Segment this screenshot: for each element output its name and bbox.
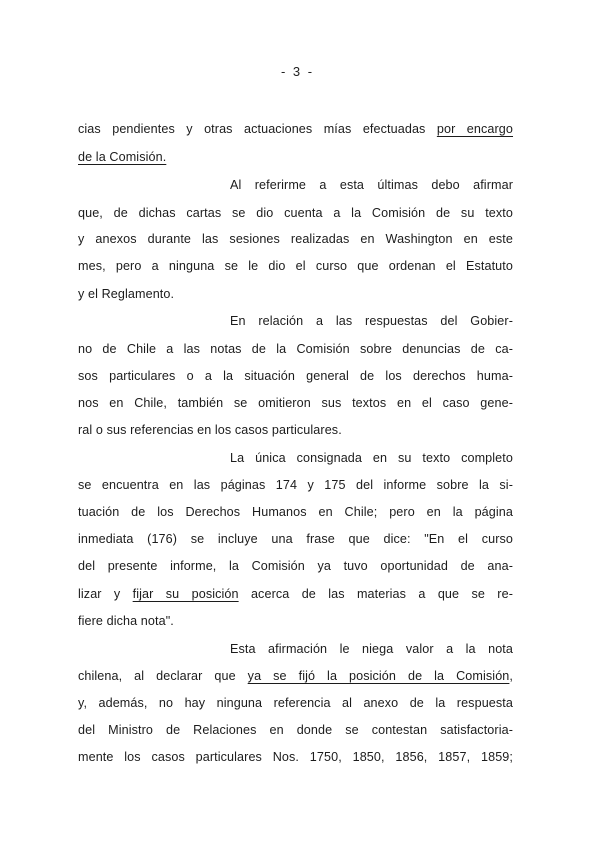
text-line-8: En relación a las respuestas del Gobier-	[230, 314, 513, 328]
text-line-17: del presente informe, la Comisión ya tuvo oportunidad de ana-	[78, 559, 513, 573]
text-line-9: no de Chile a las notas de la Comisión sobre denuncias de ca-	[78, 342, 513, 356]
text-line-11: nos en Chile, también se omitieron sus textos en el caso gene-	[78, 396, 513, 410]
text-line-4: que, de dichas cartas se dio cuenta a la Comisión de su texto	[78, 206, 513, 220]
text-line-1: cias pendientes y otras actuaciones mías efectuadas por encargo	[78, 122, 514, 136]
text-line-16: inmediata (176) se incluye una frase que dice: "En el curso	[78, 532, 513, 546]
text-line-3: Al referirme a esta últimas debo afirmar	[230, 178, 513, 192]
text-line-19: fiere dicha nota".	[78, 614, 174, 628]
text-line-21: chilena, al declarar que ya se fijó la posición de la Comisión,	[78, 669, 514, 683]
text-line-14: se encuentra en las páginas 174 y 175 del informe sobre la si-	[78, 478, 513, 492]
text-line-12: ral o sus referencias en los casos particulares.	[78, 423, 342, 437]
underlined-phrase: de la Comisión.	[78, 150, 167, 164]
text-line-5: y anexos durante las sesiones realizadas en Washington en este	[78, 232, 513, 246]
text-line-22: y, además, no hay ninguna referencia al anexo de la respuesta	[78, 696, 513, 710]
underlined-phrase: fijar su posición	[132, 587, 239, 601]
text-line-2	[78, 150, 513, 164]
text-line-13: La única consignada en su texto completo	[230, 451, 513, 465]
text-line-7: y el Reglamento.	[78, 287, 175, 301]
text-line-10: sos particulares o a la situación general de los derechos huma-	[78, 369, 513, 383]
page-number: - 3 -	[280, 64, 315, 79]
text-line-24: mente los casos particulares Nos. 1750, 1850, 1856, 1857, 1859;	[78, 750, 513, 764]
underlined-phrase: por encargo	[436, 122, 514, 136]
text-line-18: lizar y fijar su posición acerca de las materias a que se re-	[78, 587, 513, 601]
text-line-20: Esta afirmación le niega valor a la nota	[230, 642, 513, 656]
text-line-6: mes, pero a ninguna se le dio el curso que ordenan el Estatuto	[78, 259, 513, 273]
underlined-phrase: ya se fijó la posición de la Comisión	[247, 669, 510, 683]
text-line-15: tuación de los Derechos Humanos en Chile; pero en la página	[78, 505, 513, 519]
text-line-23: del Ministro de Relaciones en donde se contestan satisfactoria-	[78, 723, 513, 737]
